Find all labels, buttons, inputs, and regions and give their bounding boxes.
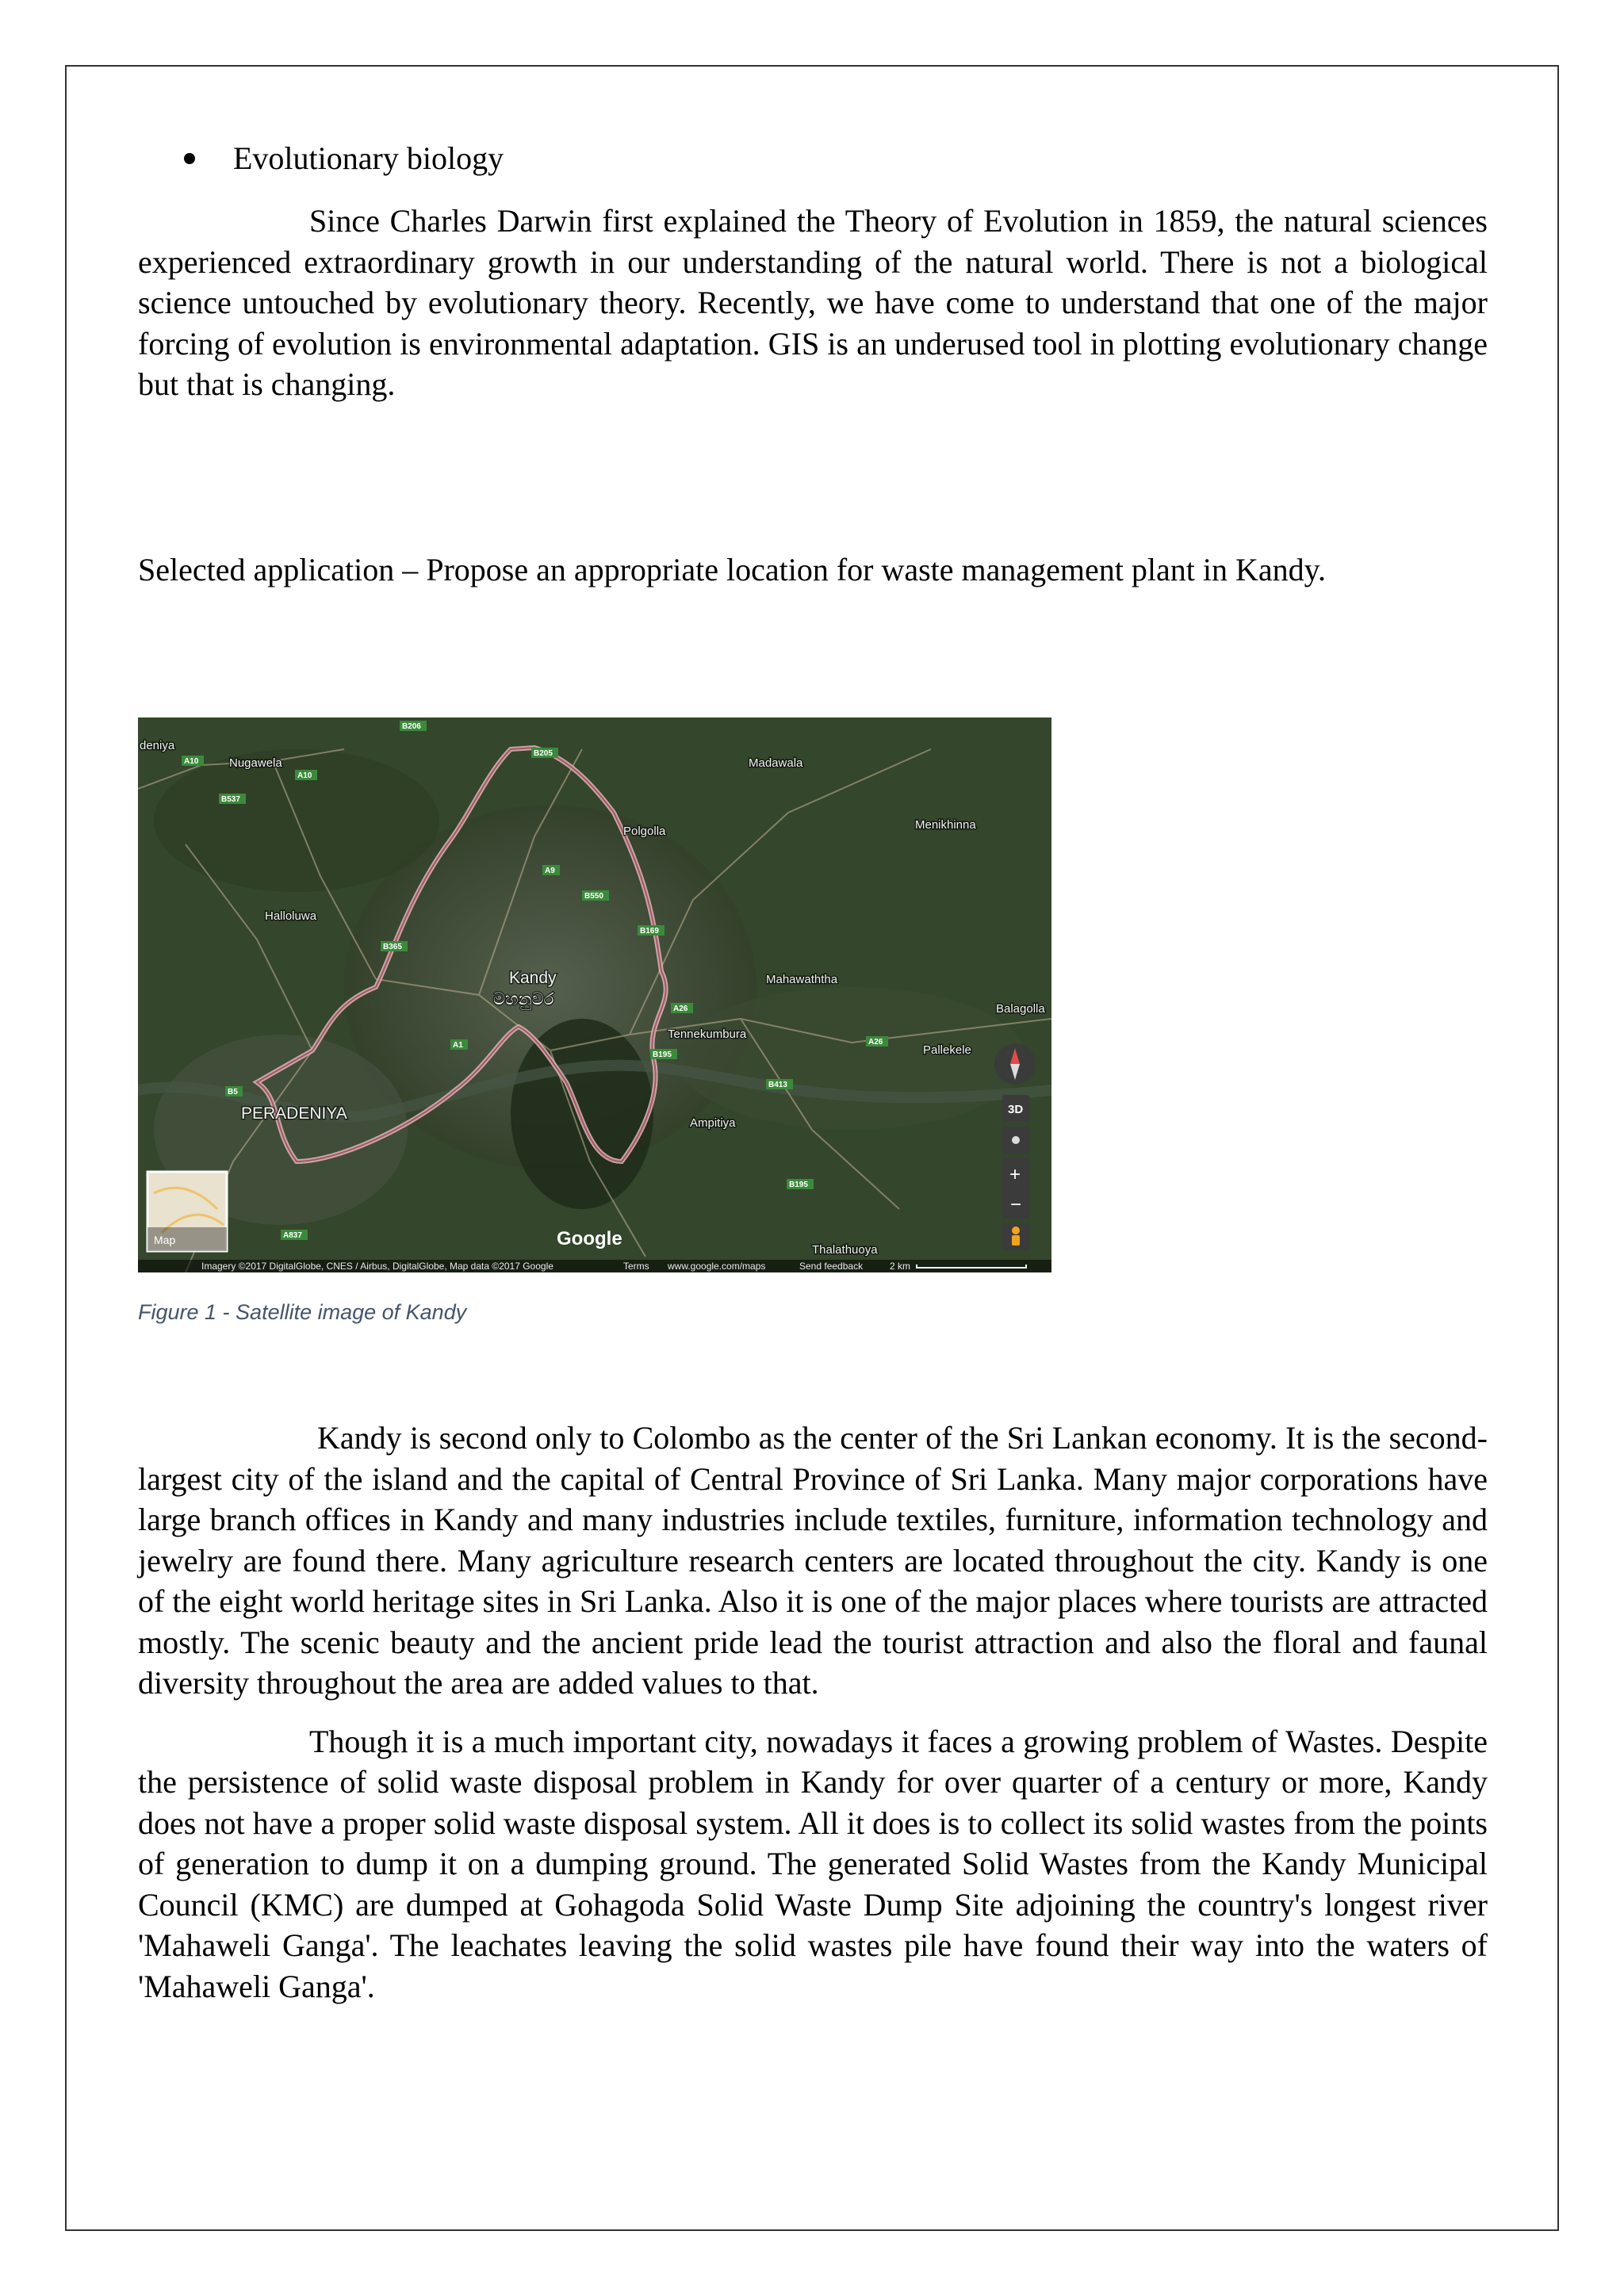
bullet-item (184, 136, 504, 181)
valley-area (677, 987, 1026, 1130)
label-kandy: Kandy (509, 969, 557, 987)
label-ampitiya: Ampitiya (690, 1116, 736, 1130)
road-badge: B537 (221, 795, 240, 804)
road-badge: B5 (228, 1088, 238, 1096)
selected-application: Selected application – Propose an appropriate location for waste management plant in Kandy. (138, 552, 1327, 587)
map-type-thumbnail[interactable] (147, 1172, 227, 1251)
road-badge: B413 (768, 1081, 787, 1089)
tilt-3d-label: 3D (1008, 1103, 1024, 1116)
road-badge: B365 (383, 943, 402, 951)
road-badge: A1 (453, 1041, 463, 1050)
road-badge: B169 (640, 927, 659, 936)
label-halloluwa: Halloluwa (265, 909, 317, 923)
road-badge: B195 (789, 1181, 808, 1189)
label-polgolla: Polgolla (623, 825, 666, 838)
road-badge: A26 (673, 1004, 688, 1013)
paragraph-waste: Though it is a much important city, nowadays it faces a growing problem of Wastes. Despite the persistence of solid waste disposal problem in Kandy for over quarter of a century or more, Kandy does not have a proper solid waste disposal system. All it does is to collect its solid wastes from the points of generation to dump it on a dumping ground. The generated Solid Wastes from the Kandy Municipal Council (KMC) are dumped at Gohagoda Solid Waste Dump Site adjoining the country's longest river 'Mahaweli Ganga'. The leachates leaving the solid wastes pile have found their way into the waters of 'Mahaweli Ganga'. (138, 1723, 1488, 2004)
bullet-text: Evolutionary biology (233, 140, 504, 176)
bullet-dot (184, 153, 195, 164)
road-badge: B206 (402, 722, 421, 731)
label-mahawaththa: Mahawaththa (766, 973, 838, 986)
label-deniya: deniya (140, 739, 175, 752)
attribution-feedback[interactable]: Send feedback (799, 1261, 864, 1272)
road-badge: A9 (545, 867, 555, 875)
road-badge: B550 (584, 892, 603, 901)
label-menikhinna: Menikhinna (915, 818, 976, 832)
road-badge: B195 (653, 1050, 672, 1059)
road-badge: B205 (534, 749, 553, 758)
road-badge: A26 (868, 1038, 883, 1047)
road-badge: A837 (283, 1231, 302, 1240)
label-pallekele: Pallekele (923, 1043, 971, 1057)
satellite-map-svg (138, 718, 1051, 1272)
zoom-out-button[interactable]: − (1010, 1194, 1022, 1215)
satellite-map (138, 718, 1051, 1272)
label-peradeniya: PERADENIYA (241, 1104, 347, 1123)
label-tennekumbura: Tennekumbura (668, 1027, 747, 1041)
figure-caption: Figure 1 - Satellite image of Kandy (138, 1300, 467, 1324)
google-logo: Google (557, 1228, 622, 1249)
label-nugawela: Nugawela (229, 756, 282, 770)
evolution-section (138, 201, 1488, 405)
pegman-head-icon (1012, 1226, 1020, 1234)
map-thumb-label: Map (154, 1234, 176, 1246)
label-kandy-sinhala: මහනුවර (493, 990, 554, 1008)
forest-reserve (511, 1019, 653, 1209)
label-thalathuoya: Thalathuoya (812, 1243, 878, 1257)
road-badge: A10 (184, 757, 199, 766)
attribution-imagery: Imagery ©2017 DigitalGlobe, CNES / Airbus, DigitalGlobe, Map data ©2017 Google (201, 1261, 553, 1272)
my-location-icon (1012, 1136, 1020, 1144)
pegman-body-icon (1012, 1235, 1020, 1246)
attribution-url[interactable]: www.google.com/maps (668, 1261, 766, 1272)
paragraph-evolution: Since Charles Darwin first explained the Theory of Evolution in 1859, the natural sciences experienced extraordinary growth in our understanding of the natural world. There is not a biological science untouched by evolutionary theory. Recently, we have come to understand that one of the major forcing of evolution is environmental adaptation. GIS is an underused tool in plotting evolutionary change but that is changing. (138, 203, 1488, 402)
scale-label: 2 km (890, 1261, 911, 1272)
paragraph-kandy: Kandy is second only to Colombo as the center of the Sri Lankan economy. It is the second-largest city of the island and the capital of Central Province of Sri Lanka. Many major corporations have large branch offices in Kandy and many industries include textiles, furniture, information technology and jewelry are found there. Many agriculture research centers are located throughout the city. Kandy is one of the eight world heritage sites in Sri Lanka. Also it is one of the major places where tourists are attracted mostly. The scenic beauty and the ancient pride lead the tourist attraction and also the floral and faunal diversity throughout the area are added values to that. (138, 1420, 1488, 1701)
zoom-in-button[interactable]: + (1009, 1164, 1021, 1185)
road-badge: A10 (297, 771, 312, 780)
label-balagolla: Balagolla (996, 1002, 1045, 1016)
label-madawala: Madawala (749, 756, 803, 770)
kandy-section (138, 1418, 1488, 2007)
attribution-terms[interactable]: Terms (623, 1261, 649, 1272)
